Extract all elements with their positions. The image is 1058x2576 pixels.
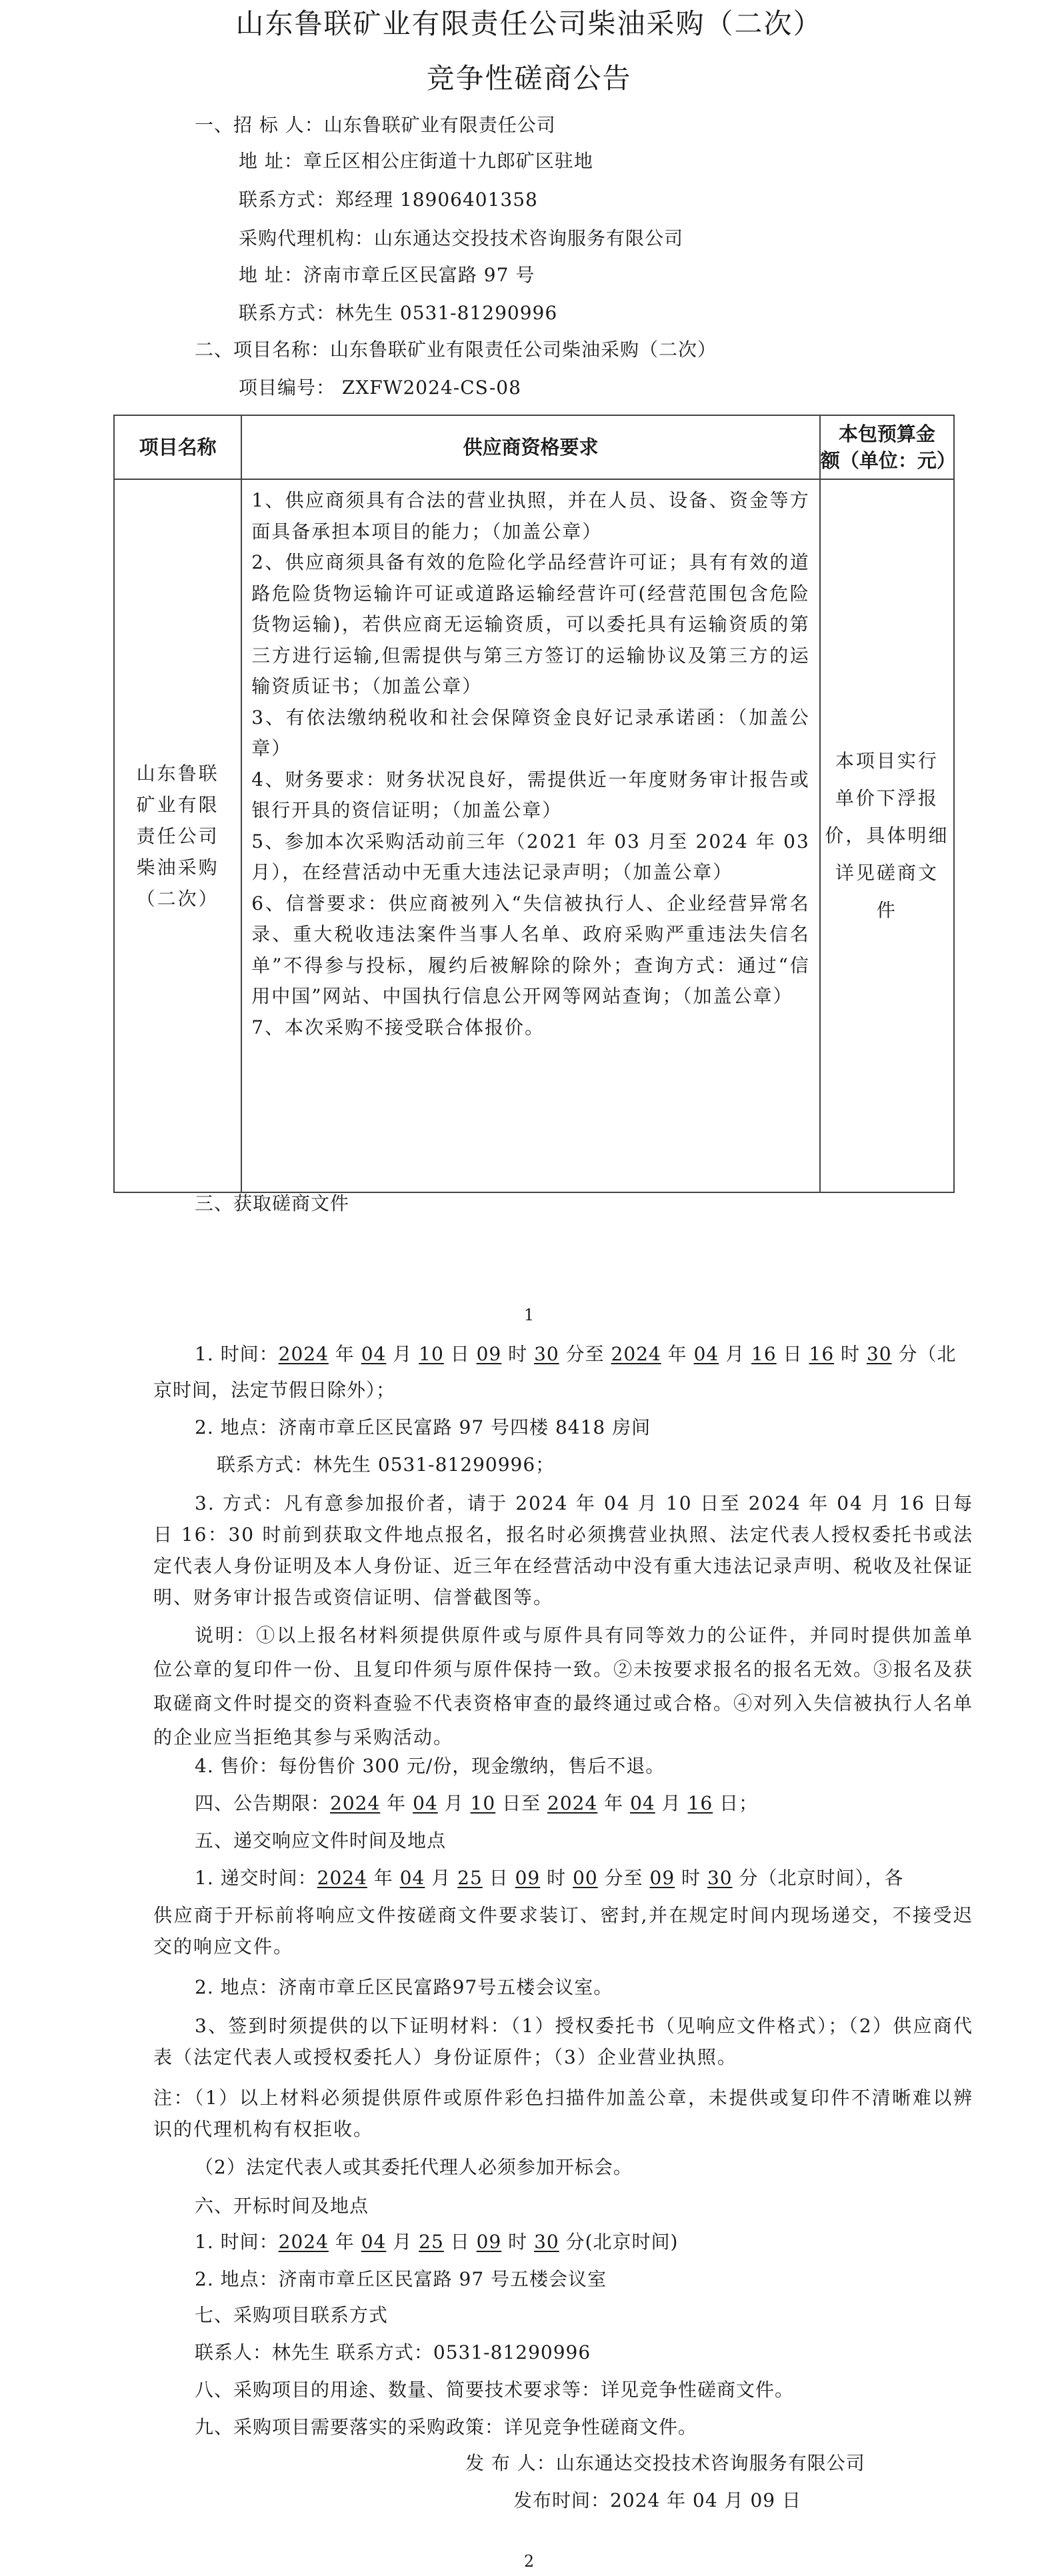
s3-time-line: 1. 时间：2024 年 04 月 10 日 09 时 30 分至 2024 年 04 月 16 日 16 时 30 分（北: [195, 1343, 957, 1365]
page-number-2: 2: [523, 2552, 535, 2571]
s3-time-line2: 京时间，法定节假日除外）；: [153, 1379, 396, 1401]
requirement-item: 2、供应商须具备有效的危险化学品经营许可证；具有有效的道路危险货物运输许可证或道路运输经营许可(经营范围包含危险货物运输)，若供应商无运输资质，可以委托具有运输资质的第三方进行运输,但需提供与第三方签订的运输协议及第三方的运输资质证书；（加盖公章）: [251, 551, 810, 697]
cell-project-name: 山东鲁联 矿业有限 责任公司 柴油采购 （二次）: [114, 479, 241, 1192]
s6-open-time: 1. 时间：2024 年 04 月 25 日 09 时 30 分(北京时间): [195, 2231, 679, 2253]
s1-agency-address: 地 址：济南市章丘区民富路 97 号: [239, 264, 535, 286]
s3-place: 2. 地点：济南市章丘区民富路 97 号四楼 8418 房间: [195, 1416, 651, 1438]
s1-agency-contact: 联系方式：林先生 0531-81290996: [239, 302, 558, 324]
s5-submit-time: 1. 递交时间：2024 年 04 月 25 日 09 时 00 分至 09 时 30 分（北京时间），各: [195, 1867, 904, 1889]
cell-requirements: [241, 479, 820, 1192]
col-header-project: 项目名称: [114, 415, 241, 479]
s3-note: 说明：①以上报名材料须提供原件或与原件具有同等效力的公证件，并同时提供加盖单位公章的复印件一份、且复印件须与原件保持一致。②未按要求报名的报名无效。③报名及获取磋商文件时提交的资料查验不代表资格审查的最终通过或合格。④对列入失信被执行人名单的企业应当拒绝其参与采购活动。: [153, 1624, 974, 1748]
s3-heading: 三、获取磋商文件: [195, 1192, 350, 1214]
s4-period: 四、公告期限：2024 年 04 月 10 日至 2024 年 04 月 16 日；: [195, 1792, 759, 1814]
s1-agency: 采购代理机构：山东通达交投技术咨询服务有限公司: [239, 227, 684, 249]
s5-note: 注：（1）以上材料必须提供原件或原件彩色扫描件加盖公章，未提供或复印件不清晰难以辨识的代理机构有权拒收。: [153, 2087, 973, 2140]
publisher: 发 布 人：山东通达交投技术咨询服务有限公司: [465, 2452, 865, 2474]
s5-heading: 五、递交响应文件时间及地点: [195, 1830, 447, 1852]
requirement-item: 6、信誉要求：供应商被列入“失信被执行人、企业经营异常名录、重大税收违法案件当事人名单、政府采购严重违法失信名单”不得参与投标，履约后被解除的除外；查询方式：通过“信用中国”网站、中国执行信息公开网等网站查询；（加盖公章）: [251, 892, 810, 1007]
requirement-item: 3、有依法缴纳税收和社会保障资金良好记录承诺函：（加盖公章）: [251, 706, 810, 759]
col-header-requirements: 供应商资格要求: [241, 415, 820, 479]
s5-note-2: （2）法定代表人或其委托代理人必须参加开标会。: [195, 2156, 633, 2178]
s3-price: 4. 售价：每份售价 300 元/份，现金缴纳，售后不退。: [195, 1755, 665, 1777]
document-title: 山东鲁联矿业有限责任公司柴油采购（二次）: [235, 7, 823, 40]
cell-budget: 本项目实行 单价下浮报 价，具体明细 详见磋商文 件: [820, 479, 954, 1192]
s1-heading: 一、招 标 人：山东鲁联矿业有限责任公司: [195, 114, 556, 136]
s5-sign-materials: 3、签到时须提供的以下证明材料：（1）授权委托书（见响应文件格式）；（2）供应商代表（法定代表人或授权委托人）身份证原件；（3）企业营业执照。: [153, 2015, 973, 2068]
requirement-item: 5、参加本次采购活动前三年（2021 年 03 月至 2024 年 03 月），在经营活动中无重大违法记录声明；（加盖公章）: [251, 830, 810, 883]
requirement-item: 7、本次采购不接受联合体报价。: [251, 1016, 545, 1038]
s9-text: 九、采购项目需要落实的采购政策：详见竞争性磋商文件。: [195, 2416, 698, 2438]
s3-place-contact: 联系方式：林先生 0531-81290996；: [217, 1454, 555, 1476]
s3-method: 3. 方式：凡有意参加报价者，请于 2024 年 04 月 10 日至 2024 年 04 月 16 日每日 16：30 时前到获取文件地点报名，报名时必须携营业执照、法定代表人授权委托书或法定代表人身份证明及本人身份证、近三年在经营活动中没有重大违法记录声明、税收及社保证明、财务审计报告或资信证明、信誉截图等。: [153, 1492, 974, 1608]
publish-time: 发布时间：2024 年 04 月 09 日: [513, 2489, 802, 2511]
s5-place: 2. 地点：济南市章丘区民富路97号五楼会议室。: [195, 1976, 613, 1998]
requirement-item: 1、供应商须具有合法的营业执照，并在人员、设备、资金等方面具备承担本项目的能力；（加盖公章）: [251, 489, 810, 543]
s2-project-name: 二、项目名称：山东鲁联矿业有限责任公司柴油采购（二次）: [195, 339, 717, 361]
s8-text: 八、采购项目的用途、数量、简要技术要求等：详见竞争性磋商文件。: [195, 2379, 795, 2401]
s2-project-number: 项目编号： ZXFW2024-CS-08: [239, 377, 521, 399]
s6-heading: 六、开标时间及地点: [195, 2195, 369, 2217]
col-header-budget: 本包预算金 额（单位：元）: [820, 415, 954, 479]
document-subtitle: 竞争性磋商公告: [426, 62, 632, 95]
table-header-row: [114, 415, 954, 479]
requirements-table: [113, 415, 955, 1193]
s6-open-place: 2. 地点：济南市章丘区民富路 97 号五楼会议室: [195, 2268, 607, 2290]
s7-heading: 七、采购项目联系方式: [195, 2304, 389, 2326]
s1-address: 地 址：章丘区相公庄街道十九郎矿区驻地: [239, 150, 593, 172]
s7-contact: 联系人：林先生 联系方式：0531-81290996: [195, 2341, 591, 2363]
requirement-item: 4、财务要求：财务状况良好，需提供近一年度财务审计报告或银行开具的资信证明；（加盖公章）: [251, 768, 810, 821]
s1-contact: 联系方式：郑经理 18906401358: [239, 189, 538, 211]
table-row: [114, 479, 954, 1192]
s5-submit-detail: 供应商于开标前将响应文件按磋商文件要求装订、密封,并在规定时间内现场递交，不接受迟交的响应文件。: [153, 1904, 973, 1957]
page-number-1: 1: [523, 1306, 535, 1324]
